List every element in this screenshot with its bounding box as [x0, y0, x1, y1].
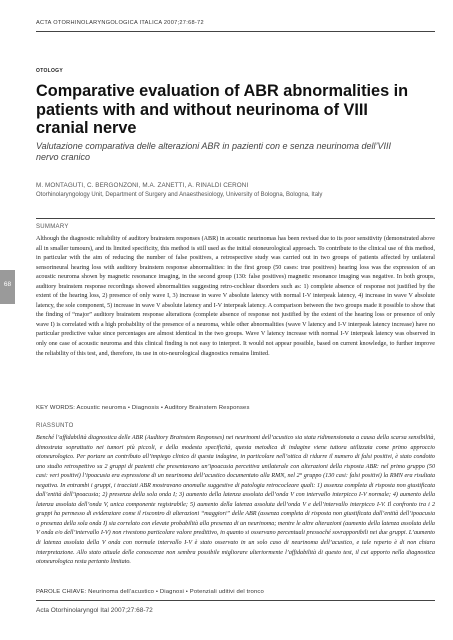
footer-rule [36, 600, 435, 601]
author-list: M. MONTAGUTI, C. BERGONZONI, M.A. ZANETTI, A. RINALDI CERONI [36, 182, 249, 189]
affiliation: Otorhinolaryngology Unit, Department of Surgery and Anaesthesiology, University of Bologna, Bologna, Italy [36, 192, 323, 198]
key-words: KEY WORDS: Acoustic neuroma • Diagnosis • Auditory Brainstem Responses [36, 405, 250, 411]
article-subtitle: Valutazione comparativa delle alterazioni ABR in pazienti con e senza neurinoma dell’VIII nervo cranico [36, 141, 392, 162]
riassunto-heading: RIASSUNTO [36, 423, 74, 429]
summary-text: Although the diagnostic reliability of auditory brainstem responses (ABR) in acoustic neurinomas has been revised due to its poor sensitivity (demonstrated above all in smaller tumours), and its limited specificity, this method is still used as the initial otoneurological approach. To contribute to the clinical use of this method, in particular with the aim of reducing the number of false positives, a retrospective study was carried out in two groups of patients affected by unilateral sensorineural hearing loss with auditory brainstem response abnormalities: in the first group (50 cases: true positives) hearing loss was the expression of an acoustic neuroma shown by magnetic resonance imaging, in the second group (130: false positives) magnetic resonance imaging was negative. In both groups, auditory brainstem response recordings showed abnormalities suggesting retro-cochlear disorders such as: 1) complete absence of response not justified by the extent of the hearing loss, 2) presence of only wave I, 3) increase in wave V absolute latency with normal I-V interpeak latency, 4) increase in wave V absolute latency, the sole component, 5) increase in wave V absolute latency and I-V interpeak latency. A comparison between the two groups made it possible to show that the finding of “major” auditory brainstem response alterations (complete absence of response not justified by the extent of the hearing loss or presence of only wave I) is correlated with a high probability of the presence of a neuroma, while other abnormalities (wave V latency and I-V interpeak latency increase) have no particular predictive value since percentages are almost identical in the two groups. Wave V latency increase with normal I-V interpeak latency was observed in only one case of acoustic neuroma and this clinical finding is not easy to interpret. It would not appear possible, based on current knowledge, to further improve the reliability of this test, and, therefore, its use in oto-neurological diagnostics remains limited. [36, 236, 435, 357]
header-rule [36, 31, 435, 32]
summary-rule [36, 218, 435, 219]
section-label: OTOLOGY [36, 68, 64, 74]
summary-heading: SUMMARY [36, 224, 69, 230]
riassunto-text: Benché l’affidabilità diagnostica delle ABR (Auditory Brainstem Responses) nei neurinomi dell’acustico sia stata ridimensionata a causa della scarsa sensibilità, dimostrata soprattutto nei tumori più piccoli, e della modesta specificità, questa metodica di indagine viene tuttora utilizzata come primo approccio otoneurologico. Per portare un contributo all’impiego clinico di questa indagine, in particolare nell’ottica di ridurre il numero di falsi positivi, è stato condotto uno studio retrospettivo su 2 gruppi di pazienti che presentavano un’ipoacusia percettiva unilaterale con alterazioni della risposta ABR: nel primo gruppo (50 casi: veri positivi) l’ipoacusia era espressione di un neurinoma dell’acustico documentato alla RMN, nel 2° gruppo (130 casi: falsi positivi) la RMN era risultata negativa. In entrambi i gruppi, i tracciati ABR mostravano anomalie suggestive di patologia retrococleare quali: 1) assenza completa di risposta non giustificata dall’entità dell’ipoacusia; 2) presenza della sola onda I; 3) aumento della latenza assoluta dell’onda V con intervallo interpicco I-V normale; 4) aumento della latenza assoluta dell’onda V, unica componente registrabile; 5) aumento della latenza assoluta dell’onda V e dell’intervallo interpicco I-V. Il confronto tra i 2 gruppi ha permesso di evidenziare come il riscontro di alterazioni “maggiori” delle ABR (assenza completa di risposta non giustificata dall’entità dell’ipoacusia o presenza della sola onda I) sia correlato con elevate probabilità alla presenza di un neurinoma; mentre le altre alterazioni (aumento della latenza assoluta della V onda e/o dell’intervallo I-V) non rivestono particolare valore predittivo, in quanto si osservano percentuali pressoché sovrapponibili nei due gruppi. L’aumento di latenza assoluta della V onda con normale intervallo I-V è stato osservato in un solo caso di neurinoma dell’acustico, e tale reperto è di non chiara interpretazione. Allo stato attuale delle conoscenze non sembra possibile migliorare ulteriormente l’affidabilità di questo test, il cui apporto nella diagnostica otoneurologica resta pertanto limitato. [36, 435, 435, 566]
article-title: Comparative evaluation of ABR abnormalities in patients with and without neurinoma of VIII cranial nerve [36, 82, 409, 137]
parole-chiave: PAROLE CHIAVE: Neurinoma dell’acustico • Diagnosi • Potenziali uditivi del tronco [36, 589, 264, 595]
page-number: 68 [3, 281, 12, 288]
journal-header: ACTA OTORHINOLARYNGOLOGICA ITALICA 2007;27:68-72 [36, 20, 204, 26]
footer-citation: Acta Otorhinolaryngol Ital 2007;27:68-72 [36, 607, 153, 614]
